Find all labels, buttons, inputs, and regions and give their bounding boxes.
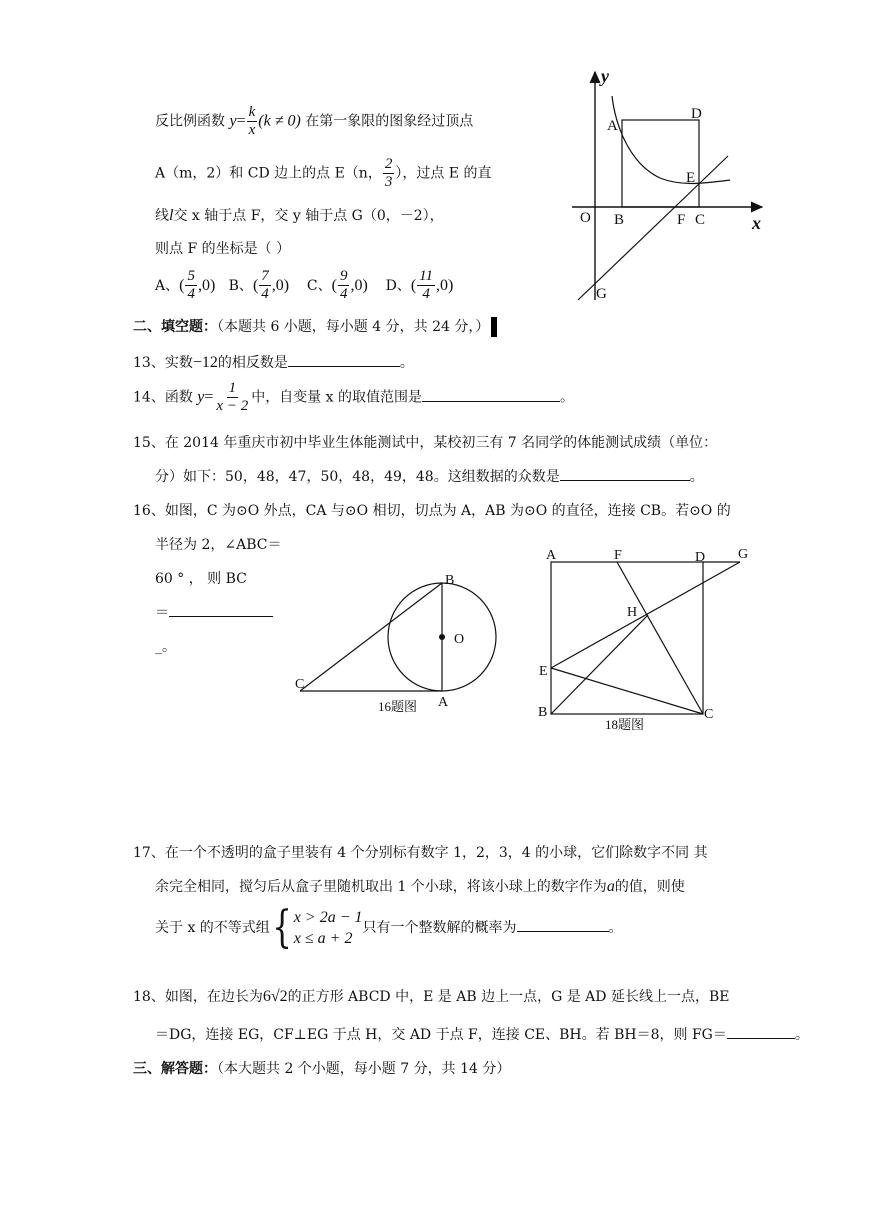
q12-line2: A（m，2）和 CD 边上的点 E（n， $\frac{2}{3}$ ），过点 E 的直 <box>155 156 492 190</box>
q18-label-b: B <box>538 705 548 720</box>
segment-cf <box>617 562 703 714</box>
option-a-frac: $\frac{5}{4}$ <box>187 268 195 302</box>
label-b: B <box>614 212 625 228</box>
q16-line3: 60 ° ， 则 BC <box>155 571 247 587</box>
q17-line3: 关于 x 的不等式组{ x > 2a − 1 x ≤ a + 2 只有一个整数解的概率为 。 <box>155 902 623 953</box>
q13-answer-blank[interactable] <box>288 352 400 367</box>
q18-label-c: C <box>704 707 714 722</box>
q12-line4: 则点 F 的坐标是（ ） <box>155 241 291 257</box>
section2-header: 二、填空题：（本题共 6 小题，每小题 4 分，共 24 分，） <box>133 316 497 337</box>
label-a: A <box>607 118 618 134</box>
q16-label-c: C <box>295 677 305 692</box>
q18-label-h: H <box>627 605 638 620</box>
q12-graph <box>560 64 780 308</box>
q14-fraction: $\frac{1}{x - 2}$ <box>216 380 249 414</box>
q18-figure <box>535 540 760 735</box>
option-c-frac: $\frac{9}{4}$ <box>339 268 348 302</box>
option-d: D、( $\frac{11}{4}$ ,0) <box>385 268 454 302</box>
q13: 13、实数−12的相反数是 。 <box>133 354 414 371</box>
q15-answer-blank[interactable] <box>560 466 690 481</box>
q12-line1: 反比例函数 y= $\frac{k}{x}$ (k ≠ 0) 在第一象限的图象经过顶点 <box>155 104 474 138</box>
line-l <box>578 156 728 300</box>
q12-options <box>155 268 453 303</box>
q16-line4: ＝ <box>155 602 273 622</box>
q18-line2: ＝DG，连接 EG，CF⊥EG 于点 H，交 AD 于点 F，连接 CE、BH。若 BH＝8，则 FG＝ 。 <box>155 1024 809 1044</box>
q15-line2: 分）如下：50，48，47，50，48，49，48。这组数据的众数是 。 <box>155 466 704 486</box>
brace-icon: { <box>271 902 292 953</box>
q16-figure <box>290 568 500 718</box>
center-dot <box>439 634 445 640</box>
q18-label-d: D <box>695 550 706 565</box>
q17-line2: 余完全相同，搅匀后从盒子里随机取出 1 个小球，将该小球上的数字作为a的值，则使 <box>155 878 685 895</box>
q16-label-b: B <box>445 573 455 588</box>
func-fraction: $\frac{k}{x}$ <box>248 104 256 138</box>
q18-label-e: E <box>539 664 548 679</box>
label-e: E <box>686 170 696 186</box>
label-x: x <box>752 213 761 233</box>
segment-bh <box>551 615 648 714</box>
segment-cb <box>300 583 442 691</box>
option-b-frac: $\frac{7}{4}$ <box>261 268 269 302</box>
inequality-system: x > 2a − 1 x ≤ a + 2 <box>293 909 363 947</box>
q14: 14、函数 y= $\frac{1}{x - 2}$ 中，自变量 x 的取值范围是 。 <box>133 380 574 414</box>
q17-line1: 17、在一个不透明的盒子里装有 4 个分别标有数字 1，2，3，4 的小球，它们除数字不同 其 <box>133 845 708 861</box>
q18-caption: 18题图 <box>605 717 645 732</box>
segment-eg <box>551 562 740 668</box>
q16-label-o: O <box>454 632 465 647</box>
q18-label-a: A <box>546 548 557 563</box>
q18-label-g: G <box>738 547 749 562</box>
q18-label-f: F <box>614 548 622 563</box>
e-fraction: $\frac{2}{3}$ <box>384 156 393 190</box>
label-y: y <box>601 66 609 86</box>
label-c: C <box>695 212 706 228</box>
q17-answer-blank[interactable] <box>517 917 609 932</box>
q14-answer-blank[interactable] <box>422 387 560 402</box>
q16-caption: 16题图 <box>378 699 418 714</box>
q18-line1: 18、如图，在边长为6√2的正方形 ABCD 中，E 是 AB 边上一点，G 是 AD 延长线上一点，BE <box>133 988 730 1005</box>
label-o: O <box>580 210 591 226</box>
q16-line1: 16、如图，C 为⊙O 外点，CA 与⊙O 相切，切点为 A，AB 为⊙O 的直径，连接 CB。若⊙O 的 <box>133 503 731 519</box>
section3-header: 三、解答题：（本大题共 2 个小题，每小题 7 分，共 14 分） <box>133 1061 511 1077</box>
q16-answer-blank[interactable] <box>169 602 273 617</box>
q16-label-a: A <box>438 695 449 710</box>
option-a: A、( $\frac{5}{4}$ ,0) <box>155 268 216 302</box>
rectangle-abcd <box>622 120 699 207</box>
q16-line2: 半径为 2，∠ABC＝ <box>155 537 282 553</box>
q12-line3: 线l交 x 轴于点 F，交 y 轴于点 G（0，－2）， <box>155 207 444 224</box>
q15-line1: 15、在 2014 年重庆市初中毕业生体能测试中，某校初三有 7 名同学的体能测试成绩（单位： <box>133 435 718 451</box>
label-d: D <box>691 106 702 122</box>
option-b: B、( $\frac{7}{4}$ ,0) <box>228 268 290 302</box>
q16-line5: _。 <box>155 639 176 655</box>
option-d-frac: $\frac{11}{4}$ <box>419 268 434 302</box>
label-g: G <box>596 286 607 302</box>
label-f: F <box>677 212 686 228</box>
text-cursor <box>491 317 497 337</box>
q18-answer-blank[interactable] <box>727 1024 795 1039</box>
option-c: C、( $\frac{9}{4}$ ,0) <box>306 268 368 302</box>
